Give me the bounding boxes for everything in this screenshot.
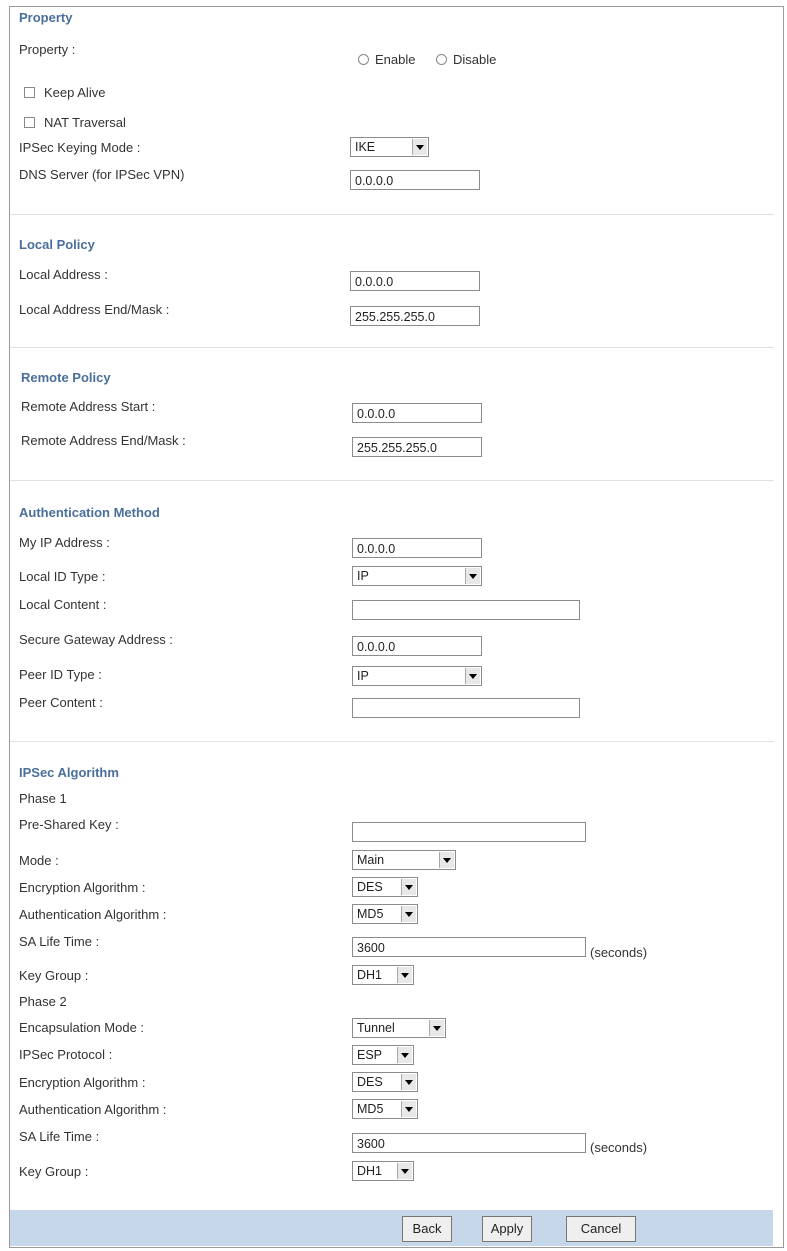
psk-input[interactable]: [352, 822, 586, 842]
auth-heading: Authentication Method: [19, 505, 160, 520]
p1-auth-select[interactable]: [352, 904, 418, 924]
p2-keygroup-select[interactable]: [352, 1161, 414, 1181]
p2-auth-value: MD5: [357, 1102, 384, 1116]
keying-mode-label: IPSec Keying Mode :: [19, 140, 141, 155]
keep-alive-checkbox[interactable]: [24, 87, 35, 98]
encap-select[interactable]: [352, 1018, 446, 1038]
my-ip-label: My IP Address :: [19, 535, 110, 550]
nat-traversal-checkbox[interactable]: [24, 117, 35, 128]
disable-label: Disable: [453, 52, 497, 67]
p1-mode-select[interactable]: [352, 850, 456, 870]
cancel-button[interactable]: Cancel: [566, 1216, 636, 1242]
ipsec-heading: IPSec Algorithm: [19, 765, 119, 780]
divider: [10, 480, 774, 481]
dropdown-arrow-icon: [397, 967, 412, 983]
local-content-label: Local Content :: [19, 597, 107, 612]
p1-auth-value: MD5: [357, 907, 384, 921]
keying-mode-select[interactable]: [350, 137, 429, 157]
dropdown-arrow-icon: [401, 906, 416, 922]
divider: [10, 214, 774, 215]
dropdown-arrow-icon: [401, 1074, 416, 1090]
p1-mode-label: Mode :: [19, 853, 59, 868]
p1-enc-value: DES: [357, 880, 383, 894]
p1-mode-value: Main: [357, 853, 385, 867]
divider: [10, 347, 774, 348]
dropdown-arrow-icon: [412, 139, 427, 155]
button-bar: [10, 1210, 773, 1246]
encap-value: Tunnel: [357, 1021, 395, 1035]
gateway-label: Secure Gateway Address :: [19, 632, 173, 647]
p1-sa-unit: (seconds): [590, 945, 648, 960]
p2-auth-select[interactable]: [352, 1099, 418, 1119]
p1-keygroup-value: DH1: [357, 968, 383, 982]
proto-label: IPSec Protocol :: [19, 1047, 113, 1062]
p2-keygroup-value: DH1: [357, 1164, 383, 1178]
enable-radio[interactable]: [358, 54, 369, 65]
proto-value: ESP: [357, 1048, 383, 1062]
dns-label: DNS Server (for IPSec VPN): [19, 167, 185, 182]
local-id-type-label: Local ID Type :: [19, 569, 106, 584]
dropdown-arrow-icon: [397, 1047, 412, 1063]
p2-auth-label: Authentication Algorithm :: [19, 1102, 167, 1117]
dropdown-arrow-icon: [401, 1101, 416, 1117]
remote-end-input[interactable]: 255.255.255.0: [352, 437, 482, 457]
p2-keygroup-label: Key Group :: [19, 1164, 89, 1179]
my-ip-input[interactable]: 0.0.0.0: [352, 538, 482, 558]
apply-button[interactable]: Apply: [482, 1216, 532, 1242]
p1-enc-label: Encryption Algorithm :: [19, 880, 146, 895]
p2-enc-select[interactable]: [352, 1072, 418, 1092]
dns-input[interactable]: 0.0.0.0: [350, 170, 480, 190]
local-id-type-value: IP: [357, 569, 369, 583]
p1-auth-label: Authentication Algorithm :: [19, 907, 167, 922]
phase2-title: Phase 2: [19, 994, 67, 1009]
keying-mode-value: IKE: [355, 140, 376, 154]
remote-policy-heading: Remote Policy: [21, 370, 111, 385]
p2-sa-label: SA Life Time :: [19, 1129, 100, 1144]
p2-enc-value: DES: [357, 1075, 383, 1089]
local-policy-heading: Local Policy: [19, 237, 95, 252]
psk-label: Pre-Shared Key :: [19, 817, 119, 832]
dropdown-arrow-icon: [439, 852, 454, 868]
dropdown-arrow-icon: [429, 1020, 444, 1036]
local-address-label: Local Address :: [19, 267, 108, 282]
remote-start-input[interactable]: 0.0.0.0: [352, 403, 482, 423]
property-heading: Property: [19, 10, 73, 25]
p2-sa-input[interactable]: 3600: [352, 1133, 586, 1153]
back-button[interactable]: Back: [402, 1216, 452, 1242]
peer-content-input[interactable]: [352, 698, 580, 718]
property-label: Property :: [19, 42, 76, 57]
phase1-title: Phase 1: [19, 791, 67, 806]
encap-label: Encapsulation Mode :: [19, 1020, 145, 1035]
dropdown-arrow-icon: [397, 1163, 412, 1179]
local-address-input[interactable]: 0.0.0.0: [350, 271, 480, 291]
p2-enc-label: Encryption Algorithm :: [19, 1075, 146, 1090]
local-id-type-select[interactable]: [352, 566, 482, 586]
local-end-input[interactable]: 255.255.255.0: [350, 306, 480, 326]
dropdown-arrow-icon: [465, 568, 480, 584]
peer-id-type-select[interactable]: [352, 666, 482, 686]
p1-keygroup-label: Key Group :: [19, 968, 89, 983]
local-content-input[interactable]: [352, 600, 580, 620]
p1-keygroup-select[interactable]: [352, 965, 414, 985]
proto-select[interactable]: [352, 1045, 414, 1065]
gateway-input[interactable]: 0.0.0.0: [352, 636, 482, 656]
p1-sa-label: SA Life Time :: [19, 934, 100, 949]
remote-end-label: Remote Address End/Mask :: [21, 433, 186, 448]
enable-label: Enable: [375, 52, 416, 67]
divider: [10, 741, 774, 742]
peer-id-type-value: IP: [357, 669, 369, 683]
p2-sa-unit: (seconds): [590, 1140, 648, 1155]
peer-id-type-label: Peer ID Type :: [19, 667, 102, 682]
dropdown-arrow-icon: [401, 879, 416, 895]
keep-alive-label: Keep Alive: [44, 85, 106, 100]
dropdown-arrow-icon: [465, 668, 480, 684]
p1-enc-select[interactable]: [352, 877, 418, 897]
p1-sa-input[interactable]: 3600: [352, 937, 586, 957]
remote-start-label: Remote Address Start :: [21, 399, 156, 414]
local-end-label: Local Address End/Mask :: [19, 302, 170, 317]
nat-traversal-label: NAT Traversal: [44, 115, 126, 130]
peer-content-label: Peer Content :: [19, 695, 103, 710]
disable-radio[interactable]: [436, 54, 447, 65]
